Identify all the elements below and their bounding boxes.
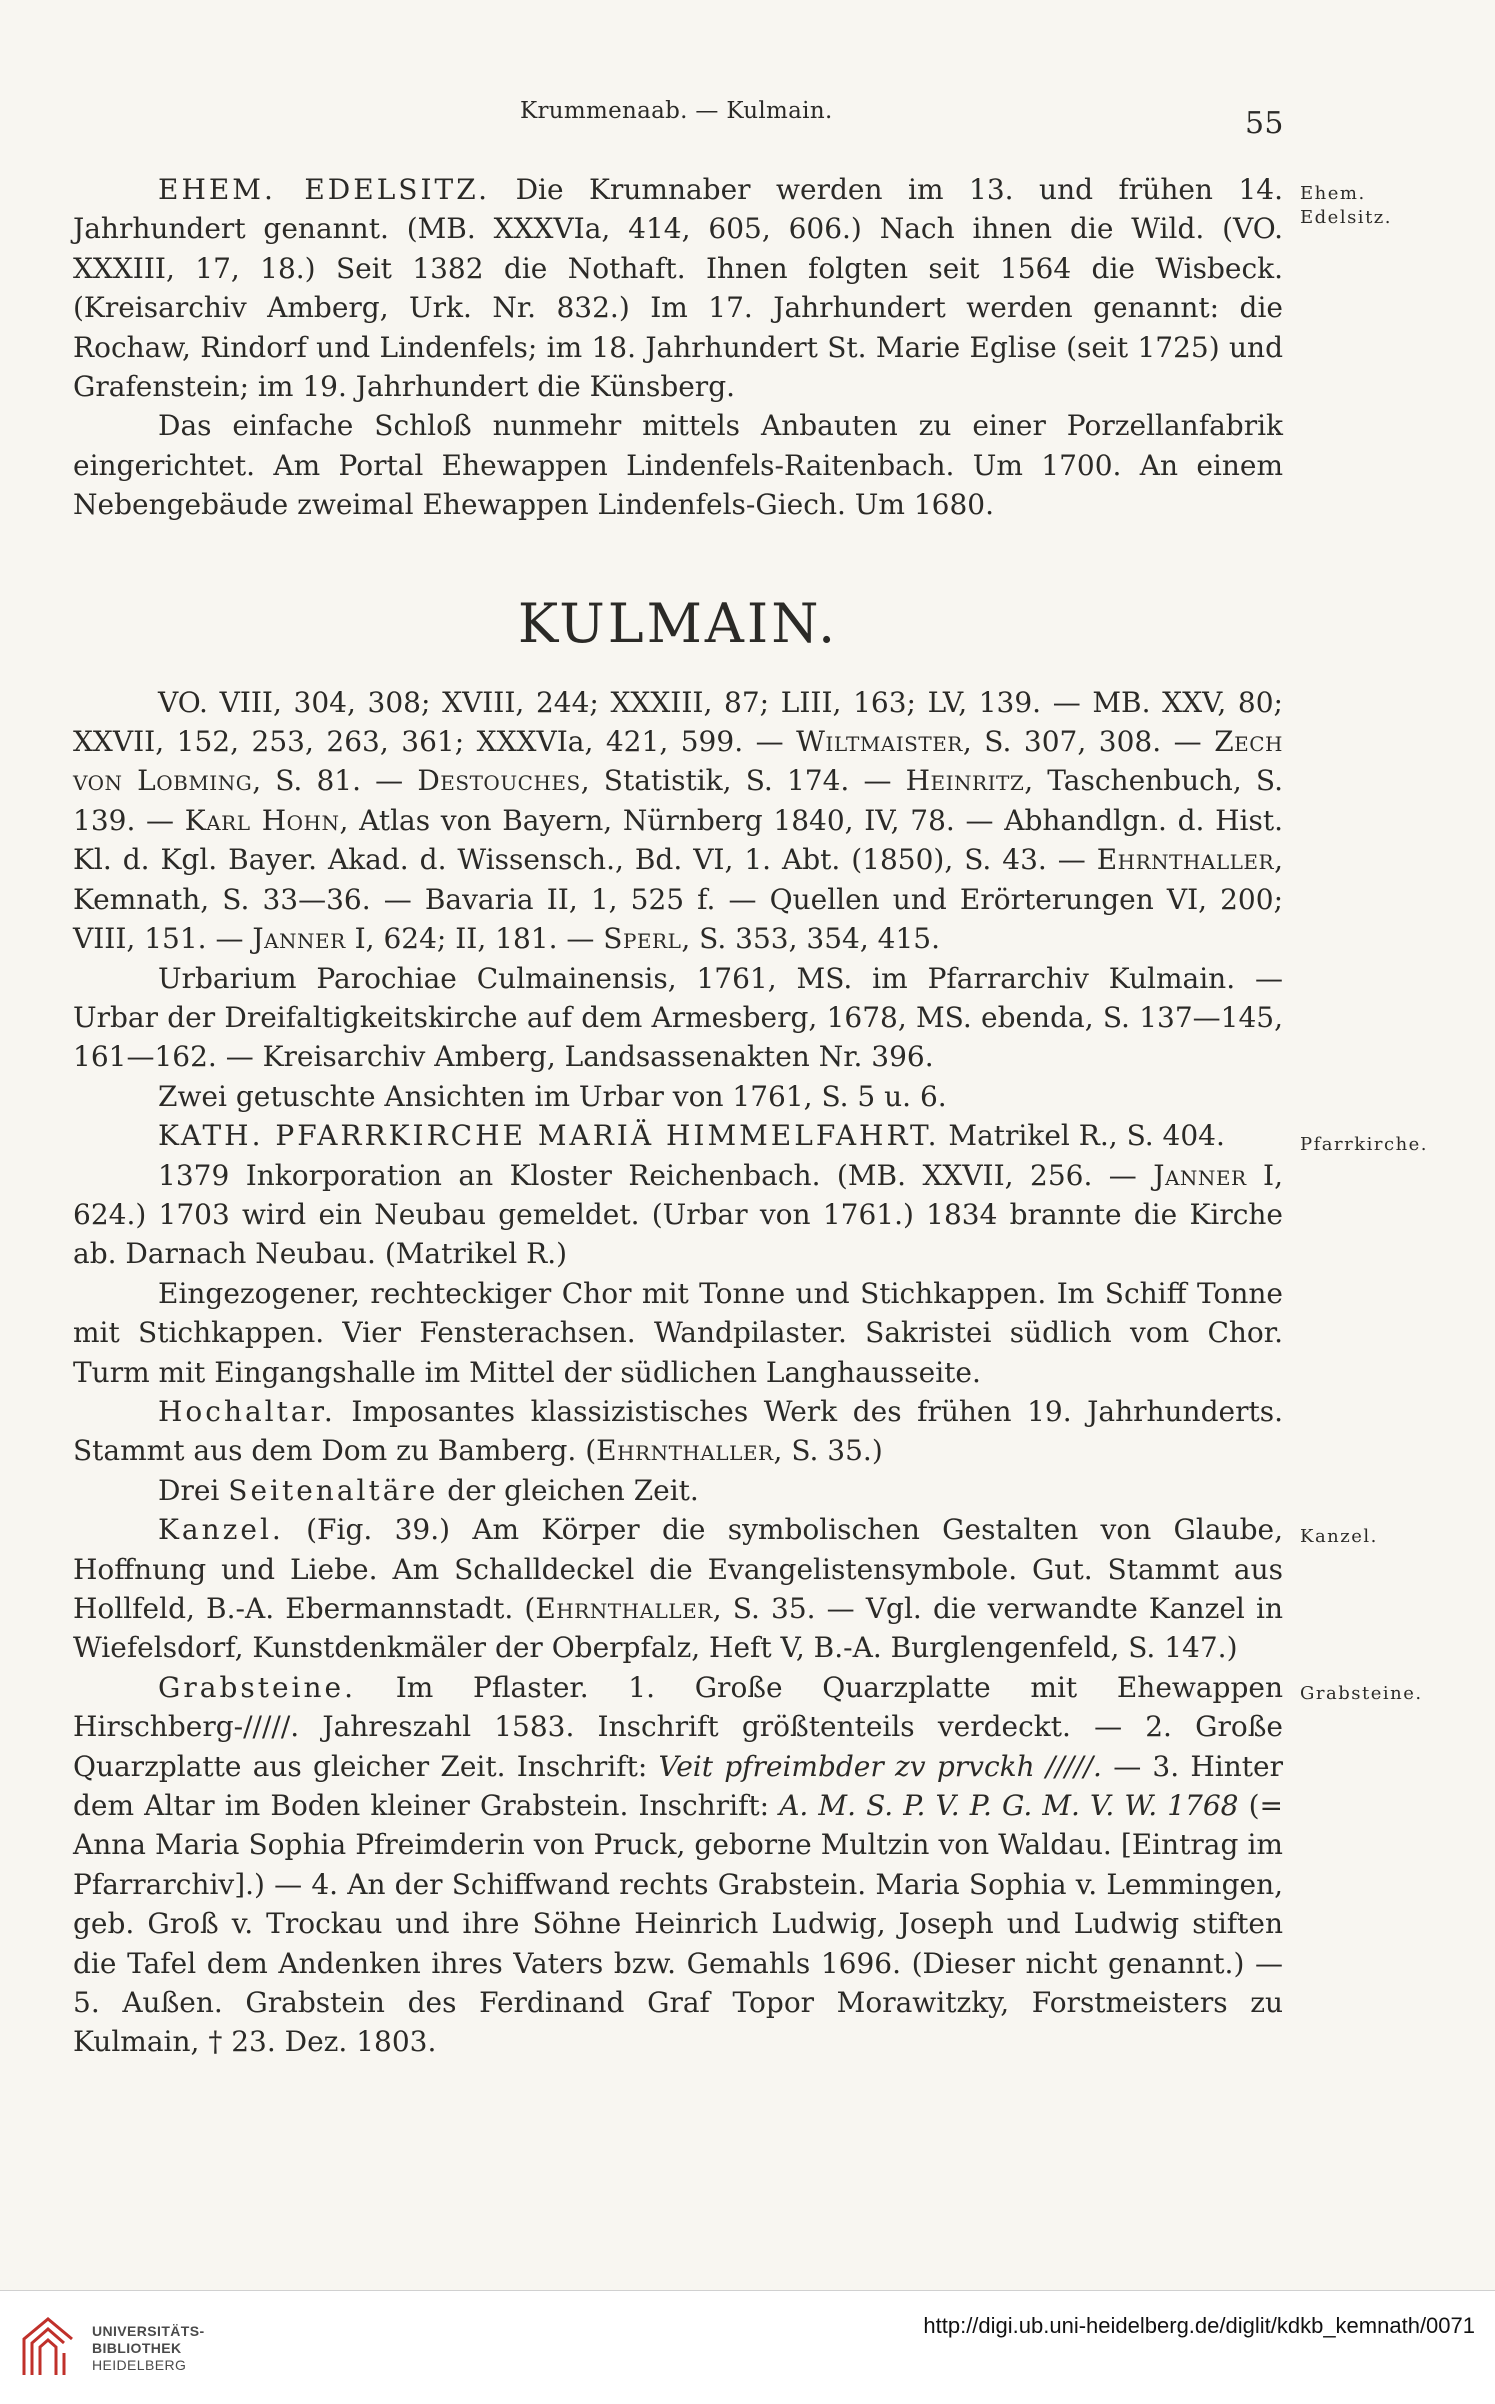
- author-name: Sperl: [603, 922, 682, 956]
- section-heading-kulmain: KULMAIN.: [517, 591, 839, 655]
- spaced-term: Seitenaltäre: [228, 1473, 439, 1507]
- paragraph-pfarrkirche-history: [73, 1156, 1283, 1274]
- paragraph-edelsitz-building: Das einfache Schloß nunmehr mittels Anbauten zu einer Porzellanfabrik eingerichtet. Am Portal Ehewappen Lindenfels-Raitenbach. Um 1700. An einem Nebengebäude zweimal Ehewappen Lindenfels-Giech. Um 1680.: [73, 409, 1283, 522]
- author-name: Wiltmaister: [796, 725, 963, 759]
- paragraph-urbar: Urbarium Parochiae Culmainensis, 1761, MS. im Pfarrarchiv Kulmain. — Urbar der Dreifaltigkeitskirche auf dem Armesberg, 1678, MS. ebenda, S. 137—145, 161—162. — Kreisarchiv Amberg, Landsassenakten Nr. 396.: [73, 961, 1283, 1074]
- paragraph-pfarrkirche-title: [73, 1116, 1283, 1155]
- paragraph-grabsteine: [73, 1668, 1283, 2062]
- text: , S. 35. — Vgl. die verwandte Kanzel in Wiefelsdorf, Kunstdenkmäler der Oberpfalz, Heft V, B.-A. Burglengenfeld, S. 147.): [73, 1592, 1283, 1665]
- author-name: Janner: [252, 922, 346, 956]
- text: Imposantes klassizistisches Werk des frühen 19. Jahrhunderts. Stammt aus dem Dom zu Bamberg. (: [73, 1394, 1283, 1468]
- text: , S. 353, 354, 415.: [681, 922, 940, 956]
- margin-note-line: Ehem.: [1300, 183, 1366, 204]
- margin-note-kanzel: Kanzel.: [1300, 1526, 1378, 1547]
- library-name-line: UNIVERSITÄTS-: [92, 2323, 205, 2339]
- text: I, 624.) 1703 wird ein Neubau gemeldet. (Urbar von 1761.) 1834 brannte die Kirche ab. Darnach Neubau. (Matrikel R.): [73, 1158, 1283, 1271]
- author-name: Heinritz: [905, 764, 1025, 798]
- text: Im Pflaster. 1. Große Quarzplatte mit Ehewappen Hirschberg-/////. Jahreszahl 1583. Inschrift größtenteils verdeckt. — 2. Große Quarzplatte aus gleicher Zeit. Inschrift:: [73, 1670, 1283, 1783]
- author-name: Ehrnthaller: [596, 1434, 774, 1468]
- margin-note-line: Edelsitz.: [1300, 207, 1393, 228]
- margin-note-pfarrkirche: Pfarrkirche.: [1300, 1134, 1429, 1155]
- running-title: Krummenaab. — Kulmain.: [520, 98, 833, 124]
- author-name: Zech von Lobming: [73, 725, 1283, 798]
- spaced-term: Kanzel.: [158, 1513, 284, 1547]
- library-logo-icon: [18, 2313, 80, 2383]
- paragraph-ansichten: Zwei getuschte Ansichten im Urbar von 1761, S. 5 u. 6.: [158, 1079, 947, 1113]
- inscription: A. M. S. P. V. P. G. M. V. W. 1768: [779, 1789, 1239, 1823]
- paragraph-text: Die Krumnaber werden im 13. und frühen 14. Jahrhundert genannt. (MB. XXXVIa, 414, 605, 606.) Nach ihnen die Wild. (VO. XXXIII, 17, 18.) Seit 1382 die Nothaft. Ihnen folgten seit 1564 die Wisbeck. (Kreisarchiv Amberg, Urk. Nr. 832.) Im 17. Jahrhundert werden genannt: die Rochaw, Rindorf und Lindenfels; im 18. Jahrhundert St. Marie Eglise (seit 1725) und Grafenstein; im 19. Jahrhundert die Künsberg.: [73, 173, 1283, 404]
- text: , S. 81. —: [252, 764, 418, 798]
- source-url-link[interactable]: http://digi.ub.uni-heidelberg.de/diglit/kdkb_kemnath/0071: [923, 2313, 1475, 2338]
- library-name: [92, 2323, 205, 2374]
- text: , Kemnath, S. 33—36. — Bavaria II, 1, 525 f. — Quellen und Erörterungen VI, 200; VIII, 151. —: [73, 843, 1283, 956]
- text: (Fig. 39.) Am Körper die symbolischen Gestalten von Glaube, Hoffnung und Liebe. Am Schalldeckel die Evangelistensymbole. Gut. Stammt aus Hollfeld, B.-A. Ebermannstadt. (: [73, 1513, 1283, 1625]
- text: Drei: [158, 1473, 229, 1507]
- text-column: [73, 170, 1283, 2062]
- margin-note-ehem-edelsitz: [1300, 182, 1392, 230]
- page-number: 55: [1245, 106, 1284, 141]
- library-name-line: BIBLIOTHEK: [92, 2340, 182, 2356]
- paragraph-edelsitz-history: [73, 170, 1283, 406]
- text: , S. 307, 308. —: [962, 725, 1215, 759]
- text: 1379 Inkorporation an Kloster Reichenbach. (MB. XXVII, 256. —: [158, 1158, 1154, 1192]
- paragraph-seitenaltaere: [73, 1471, 1283, 1510]
- library-name-line: HEIDELBERG: [92, 2357, 187, 2373]
- text: Matrikel R., S. 404.: [939, 1119, 1225, 1153]
- paragraph-literature: [73, 683, 1283, 959]
- text: , Atlas von Bayern, Nürnberg 1840, IV, 78. — Abhandlgn. d. Hist. Kl. d. Kgl. Bayer. Akad. d. Wissensch., Bd. VI, 1. Abt. (1850), S. 43. —: [73, 803, 1284, 877]
- text: , Statistik, S. 174. —: [580, 764, 906, 798]
- text: , Taschenbuch, S. 139. —: [73, 764, 1283, 837]
- margin-note-grabsteine: Grabsteine.: [1300, 1683, 1423, 1704]
- spaced-term: Hochaltar.: [158, 1394, 336, 1428]
- footer-bar: [0, 2290, 1495, 2404]
- spaced-term: Grabsteine.: [158, 1670, 357, 1704]
- text: VO. VIII, 304, 308; XVIII, 244; XXXIII, 87; LIII, 163; LV, 139. — MB. XXV, 80; XXVII, 152, 253, 263, 361; XXXVIa, 421, 599. —: [73, 685, 1283, 759]
- section-lead: KATH. PFARRKIRCHE MARIÄ HIMMELFAHRT.: [158, 1119, 940, 1153]
- text: I, 624; II, 181. —: [345, 922, 604, 956]
- paragraph-kanzel: [73, 1510, 1283, 1668]
- author-name: Janner: [1153, 1158, 1247, 1192]
- text: (= Anna Maria Sophia Pfreimderin von Pruck, geborne Multzin von Waldau. [Eintrag im Pfarrarchiv].) — 4. An der Schiffwand rechts Grabstein. Maria Sophia v. Lemmingen, geb. Groß v. Trockau und ihre Söhne Heinrich Ludwig, Joseph und Ludwig stiften die Tafel dem Andenken ihres Vaters bzw. Gemahls 1696. (Dieser nicht genannt.) — 5. Außen. Grabstein des Ferdinand Graf Topor Morawitzky, Forstmeisters zu Kulmain, † 23. Dez. 1803.: [73, 1789, 1283, 2059]
- author-name: Karl Hohn: [184, 803, 340, 837]
- paragraph-building: Eingezogener, rechteckiger Chor mit Tonne und Stichkappen. Im Schiff Tonne mit Stichkappen. Vier Fensterachsen. Wandpilaster. Sakristei südlich vom Chor. Turm mit Eingangshalle im Mittel der südlichen Langhausseite.: [73, 1276, 1283, 1389]
- text: , S. 35.): [773, 1434, 883, 1468]
- author-name: Destouches: [417, 764, 581, 798]
- author-name: Ehrnthaller: [535, 1592, 713, 1625]
- section-lead: EHEM. EDELSITZ.: [158, 173, 491, 206]
- text: der gleichen Zeit.: [438, 1473, 699, 1507]
- paragraph-hochaltar: [73, 1392, 1283, 1471]
- inscription: Veit pfreimbder zv prvckh /////.: [658, 1749, 1102, 1783]
- text: — 3. Hinter dem Altar im Boden kleiner Grabstein. Inschrift:: [73, 1749, 1284, 1823]
- author-name: Ehrnthaller: [1096, 843, 1275, 877]
